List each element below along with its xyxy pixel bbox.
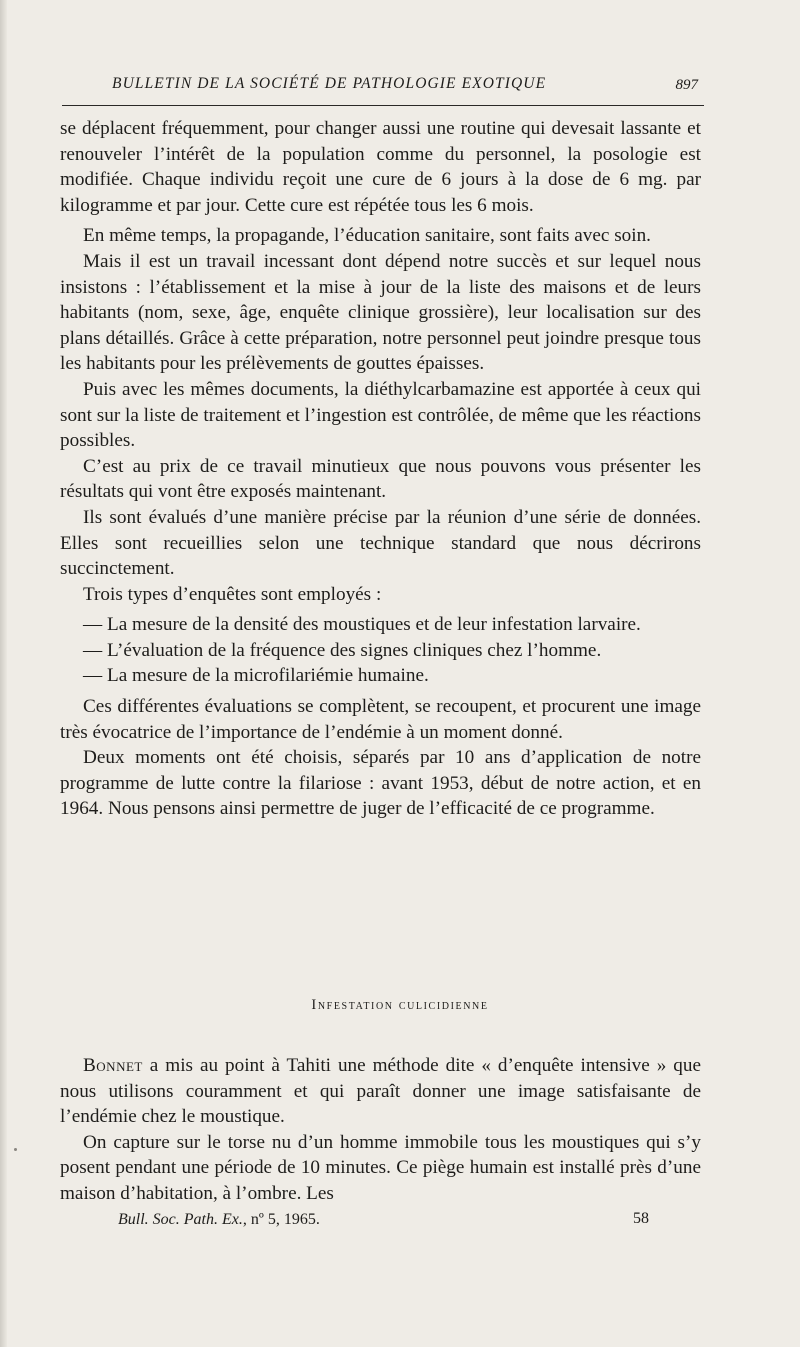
paragraph: Ces différentes évaluations se complètent, se recoupent, et procurent une image très évocatrice de l’importance de l’endémie à un moment donné. <box>60 696 701 743</box>
journal-title: BULLETIN DE LA SOCIÉTÉ DE PATHOLOGIE EXOTIQUE <box>112 75 547 92</box>
sheet-number: 58 <box>633 1210 649 1227</box>
paragraph: On capture sur le torse nu d’un homme immobile tous les moustiques qui s’y posent pendant une période de 10 minutes. Ce piège humain est installé près d’une maison d’habitation, à l’ombre. Les <box>60 1131 701 1204</box>
paragraph: Ils sont évalués d’une manière précise par la réunion d’une série de données. Elles sont recueillies selon une technique standard que nous décrirons succinctement. <box>60 506 701 580</box>
section-body <box>60 1053 701 1207</box>
page-edge-shadow <box>0 0 7 1347</box>
journal-abbreviation: Bull. Soc. Path. Ex. <box>118 1211 243 1228</box>
section-heading: Infestation culicidienne <box>311 997 489 1013</box>
author-name: Bonnet <box>83 1055 143 1076</box>
paragraph: C’est au prix de ce travail minutieux que nous pouvons vous présenter les résultats qui vont être exposés maintenant. <box>60 455 701 503</box>
paper-speck <box>14 1148 17 1151</box>
paragraph: Deux moments ont été choisis, séparés par 10 ans d’application de notre programme de lutte contre la filariose : avant 1953, début de notre action, et en 1964. Nous pensons ainsi permettre de juger de l’efficacité de ce programme. <box>60 747 701 820</box>
paragraph-text: a mis au point à Tahiti une méthode dite « d’enquête intensive » que nous utilisons couramment et qui paraît donner une image satisfaisante de l’endémie chez le moustique. <box>60 1055 701 1128</box>
paragraph: Mais il est un travail incessant dont dépend notre succès et sur lequel nous insistons : l’établissement et la mise à jour de la liste des maisons et de leurs habitants (nom, sexe, âge, enquête clinique grossière), leur localisation sur des plans détaillés. Grâce à cette préparation, notre personnel peut joindre presque tous les habitants pour les prélèvements de gouttes épaisses. <box>60 250 701 375</box>
list-item: — L’évaluation de la fréquence des signes cliniques chez l’homme. <box>83 639 602 661</box>
footer-citation <box>118 1211 320 1229</box>
paragraph: Trois types d’enquêtes sont employés : <box>83 583 382 605</box>
running-header <box>62 71 704 106</box>
paragraph: se déplacent fréquemment, pour changer aussi une routine qui devesait lassante et renouveler l’intérêt de la population comme du personnel, la posologie est modifiée. Chaque individu reçoit une cure de 6 jours à la dose de 6 mg. par kilogramme et par jour. Cette cure est répétée tous les 6 mois. <box>60 118 701 216</box>
paragraph <box>60 1053 701 1130</box>
page-number: 897 <box>675 77 698 93</box>
paragraph: Puis avec les mêmes documents, la diéthylcarbamazine est apportée à ceux qui sont sur la liste de traitement et l’ingestion est contrôlée, de même que les réactions possibles. <box>60 378 701 452</box>
list-item: — La mesure de la densité des moustiques et de leur infestation larvaire. <box>83 614 641 636</box>
list-item: — La mesure de la microfilariémie humaine. <box>83 665 429 687</box>
paragraph: En même temps, la propagande, l’éducation sanitaire, sont faits avec soin. <box>83 225 651 247</box>
issue-info: , nº 5, 1965. <box>242 1211 320 1228</box>
article-body <box>60 116 701 822</box>
